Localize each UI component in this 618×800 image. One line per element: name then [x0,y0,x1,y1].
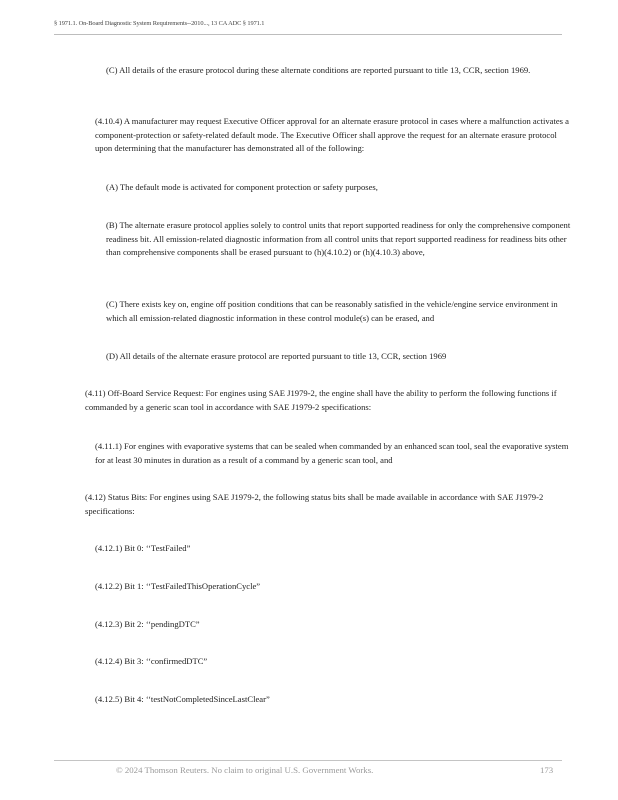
footer-divider [54,760,562,761]
page-number: 173 [540,765,554,775]
paragraph-4-12-4: (4.12.4) Bit 3: ‘‘confirmedDTC” [95,656,208,666]
paragraph-4-10-4: (4.10.4) A manufacturer may request Executive Officer approval for an alternate erasure protocol in cases where a malfunction activates a component-protection or safety-related default mode. The Executive Officer shall approve the request for an alternate erasure protocol upon determining that the manufacturer has demonstrated all of the following: [95,116,569,154]
paragraph-4-12-2: (4.12.2) Bit 1: ‘‘TestFailedThisOperationCycle” [95,581,261,591]
paragraph-a-default-mode: (A) The default mode is activated for component protection or safety purposes, [106,182,378,192]
paragraph-4-12-1: (4.12.1) Bit 0: ‘‘TestFailed” [95,543,191,553]
paragraph-c-erasure-details: (C) All details of the erasure protocol during these alternate conditions are reported pursuant to title 13, CCR, section 1969. [106,65,531,75]
paragraph-4-11: (4.11) Off-Board Service Request: For engines using SAE J1979-2, the engine shall have the ability to perform the following functions if commanded by a generic scan tool in accordance with SAE J1979-2 specifications: [85,388,557,412]
paragraph-4-12: (4.12) Status Bits: For engines using SAE J1979-2, the following status bits shall be made available in accordance with SAE J1979-2 specifications: [85,492,544,516]
header-divider [54,34,562,35]
paragraph-4-12-3: (4.12.3) Bit 2: ‘‘pendingDTC” [95,619,200,629]
paragraph-b-alternate-protocol: (B) The alternate erasure protocol applies solely to control units that report supported readiness for only the comprehensive component readiness bit. All emission-related diagnostic information from all control units that report supported readiness for readiness bits other than comprehensive components shall be erased pursuant to (h)(4.10.2) or (h)(4.10.3) above, [106,220,571,258]
paragraph-d-alternate-details: (D) All details of the alternate erasure protocol are reported pursuant to title 13, CCR, section 1969 [106,351,447,361]
paragraph-c-key-on-engine-off: (C) There exists key on, engine off position conditions that can be reasonably satisfied in the vehicle/engine service environment in which all emission-related diagnostic information in these control module(s) can be erased, and [106,299,558,323]
paragraph-4-11-1: (4.11.1) For engines with evaporative systems that can be sealed when commanded by an enhanced scan tool, seal the evaporative system for at least 30 minutes in duration as a result of a command by a generic scan tool, and [95,441,569,465]
running-header: § 1971.1. On-Board Diagnostic System Requirements--2010..., 13 CA ADC § 1971.1 [54,20,265,27]
footer-copyright: © 2024 Thomson Reuters. No claim to original U.S. Government Works. [116,765,374,775]
paragraph-4-12-5: (4.12.5) Bit 4: ‘‘testNotCompletedSinceLastClear” [95,694,270,704]
